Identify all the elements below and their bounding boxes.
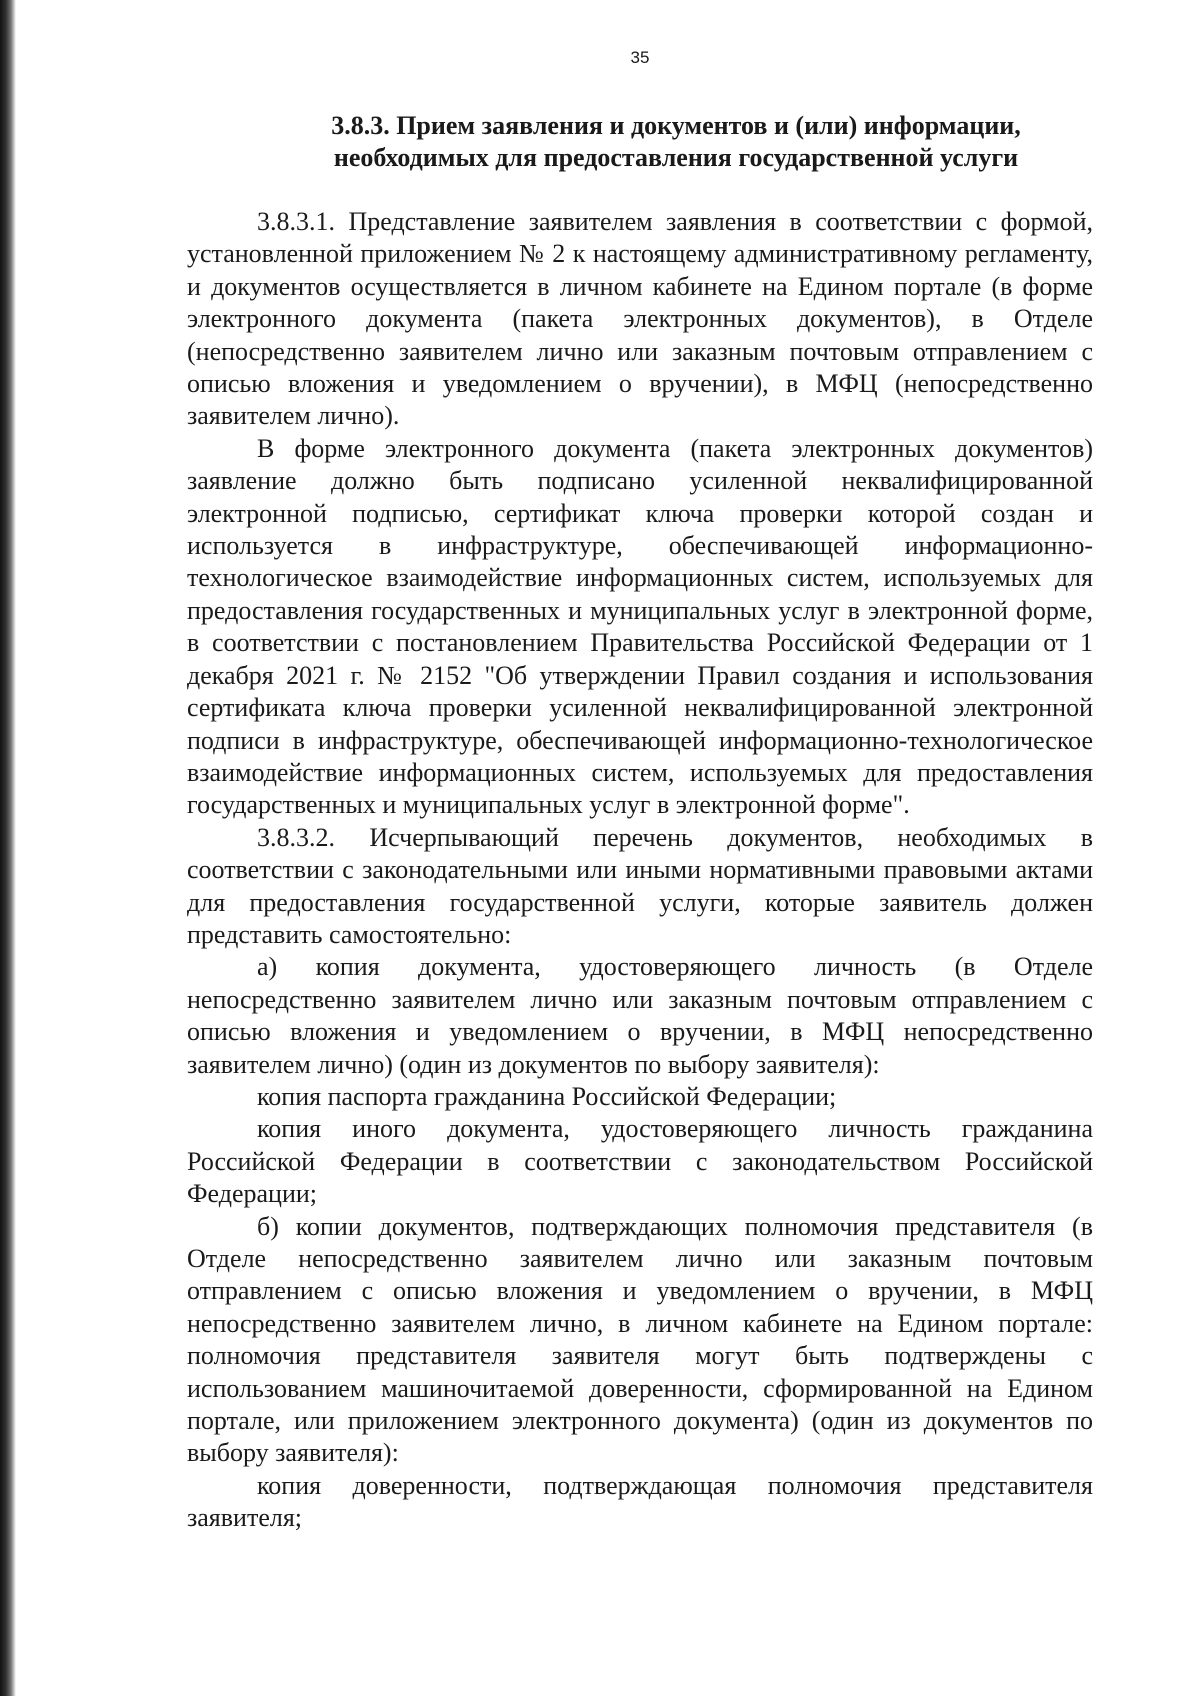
paragraph-other-id-copy: копия иного документа, удостоверяющего личность гражданина Российской Федерации в соответствии с законодательством Российской Федерации; — [187, 1114, 1093, 1209]
section-heading-line-2: необходимых для предоставления государственной услуги — [333, 143, 1019, 172]
document-body — [187, 110, 1093, 1535]
paragraph-item-a: а) копия документа, удостоверяющего личность (в Отделе непосредственно заявителем лично или заказным почтовым отправлением с описью вложения и уведомлением о вручении, в МФЦ непосредственно заявителем лично) (один из документов по выбору заявителя): — [187, 952, 1093, 1079]
paragraph-passport-copy: копия паспорта гражданина Российской Федерации; — [257, 1081, 837, 1111]
paragraph-3-8-3-2: 3.8.3.2. Исчерпывающий перечень документов, необходимых в соответствии с законодательными или иными нормативными правовыми актами для предоставления государственной услуги, которые заявитель должен представить самостоятельно: — [187, 822, 1093, 949]
paragraph-power-of-attorney: копия доверенности, подтверждающая полномочия представителя заявителя; — [187, 1470, 1093, 1533]
paragraph-electronic-form: В форме электронного документа (пакета электронных документов) заявление должно быть подписано усиленной неквалифицированной электронной подписью, сертификат ключа проверки которой создан и используется в инфраструктуре, обеспечивающей информационно-технологическое взаимодействие информационных систем, используемых для предоставления государственных и муниципальных услуг в электронной форме, в соответствии с постановлением Правительства Российской Федерации от 1 декабря 2021 г. № 2152 "Об утверждении Правил создания и использования сертификата ключа проверки усиленной неквалифицированной электронной подписи в инфраструктуре, обеспечивающей информационно-технологическое взаимодействие информационных систем, используемых для предоставления государственных и муниципальных услуг в электронной форме". — [187, 433, 1093, 820]
paragraph-3-8-3-1: 3.8.3.1. Представление заявителем заявления в соответствии с формой, установленной приложением № 2 к настоящему административному регламенту, и документов осуществляется в личном кабинете на Едином портале (в форме электронного документа (пакета электронных документов), в Отделе (непосредственно заявителем лично или заказным почтовым отправлением с описью вложения и уведомлением о вручении), в МФЦ (непосредственно заявителем лично). — [187, 207, 1093, 431]
page-number: 35 — [630, 48, 650, 67]
section-heading — [187, 110, 1093, 174]
paragraph-item-b: б) копии документов, подтверждающих полномочия представителя (в Отделе непосредственно заявителем лично или заказным почтовым отправлением с описью вложения и уведомлением о вручении, в МФЦ непосредственно заявителем лично, в личном кабинете на Едином портале: полномочия представителя заявителя могут быть подтверждены с использованием машиночитаемой доверенности, сформированной на Едином портале, или приложением электронного документа) (один из документов по выбору заявителя): — [187, 1211, 1093, 1468]
scan-edge — [0, 0, 16, 1696]
section-heading-line-1: 3.8.3. Прием заявления и документов и (или) информации, — [331, 111, 1021, 140]
